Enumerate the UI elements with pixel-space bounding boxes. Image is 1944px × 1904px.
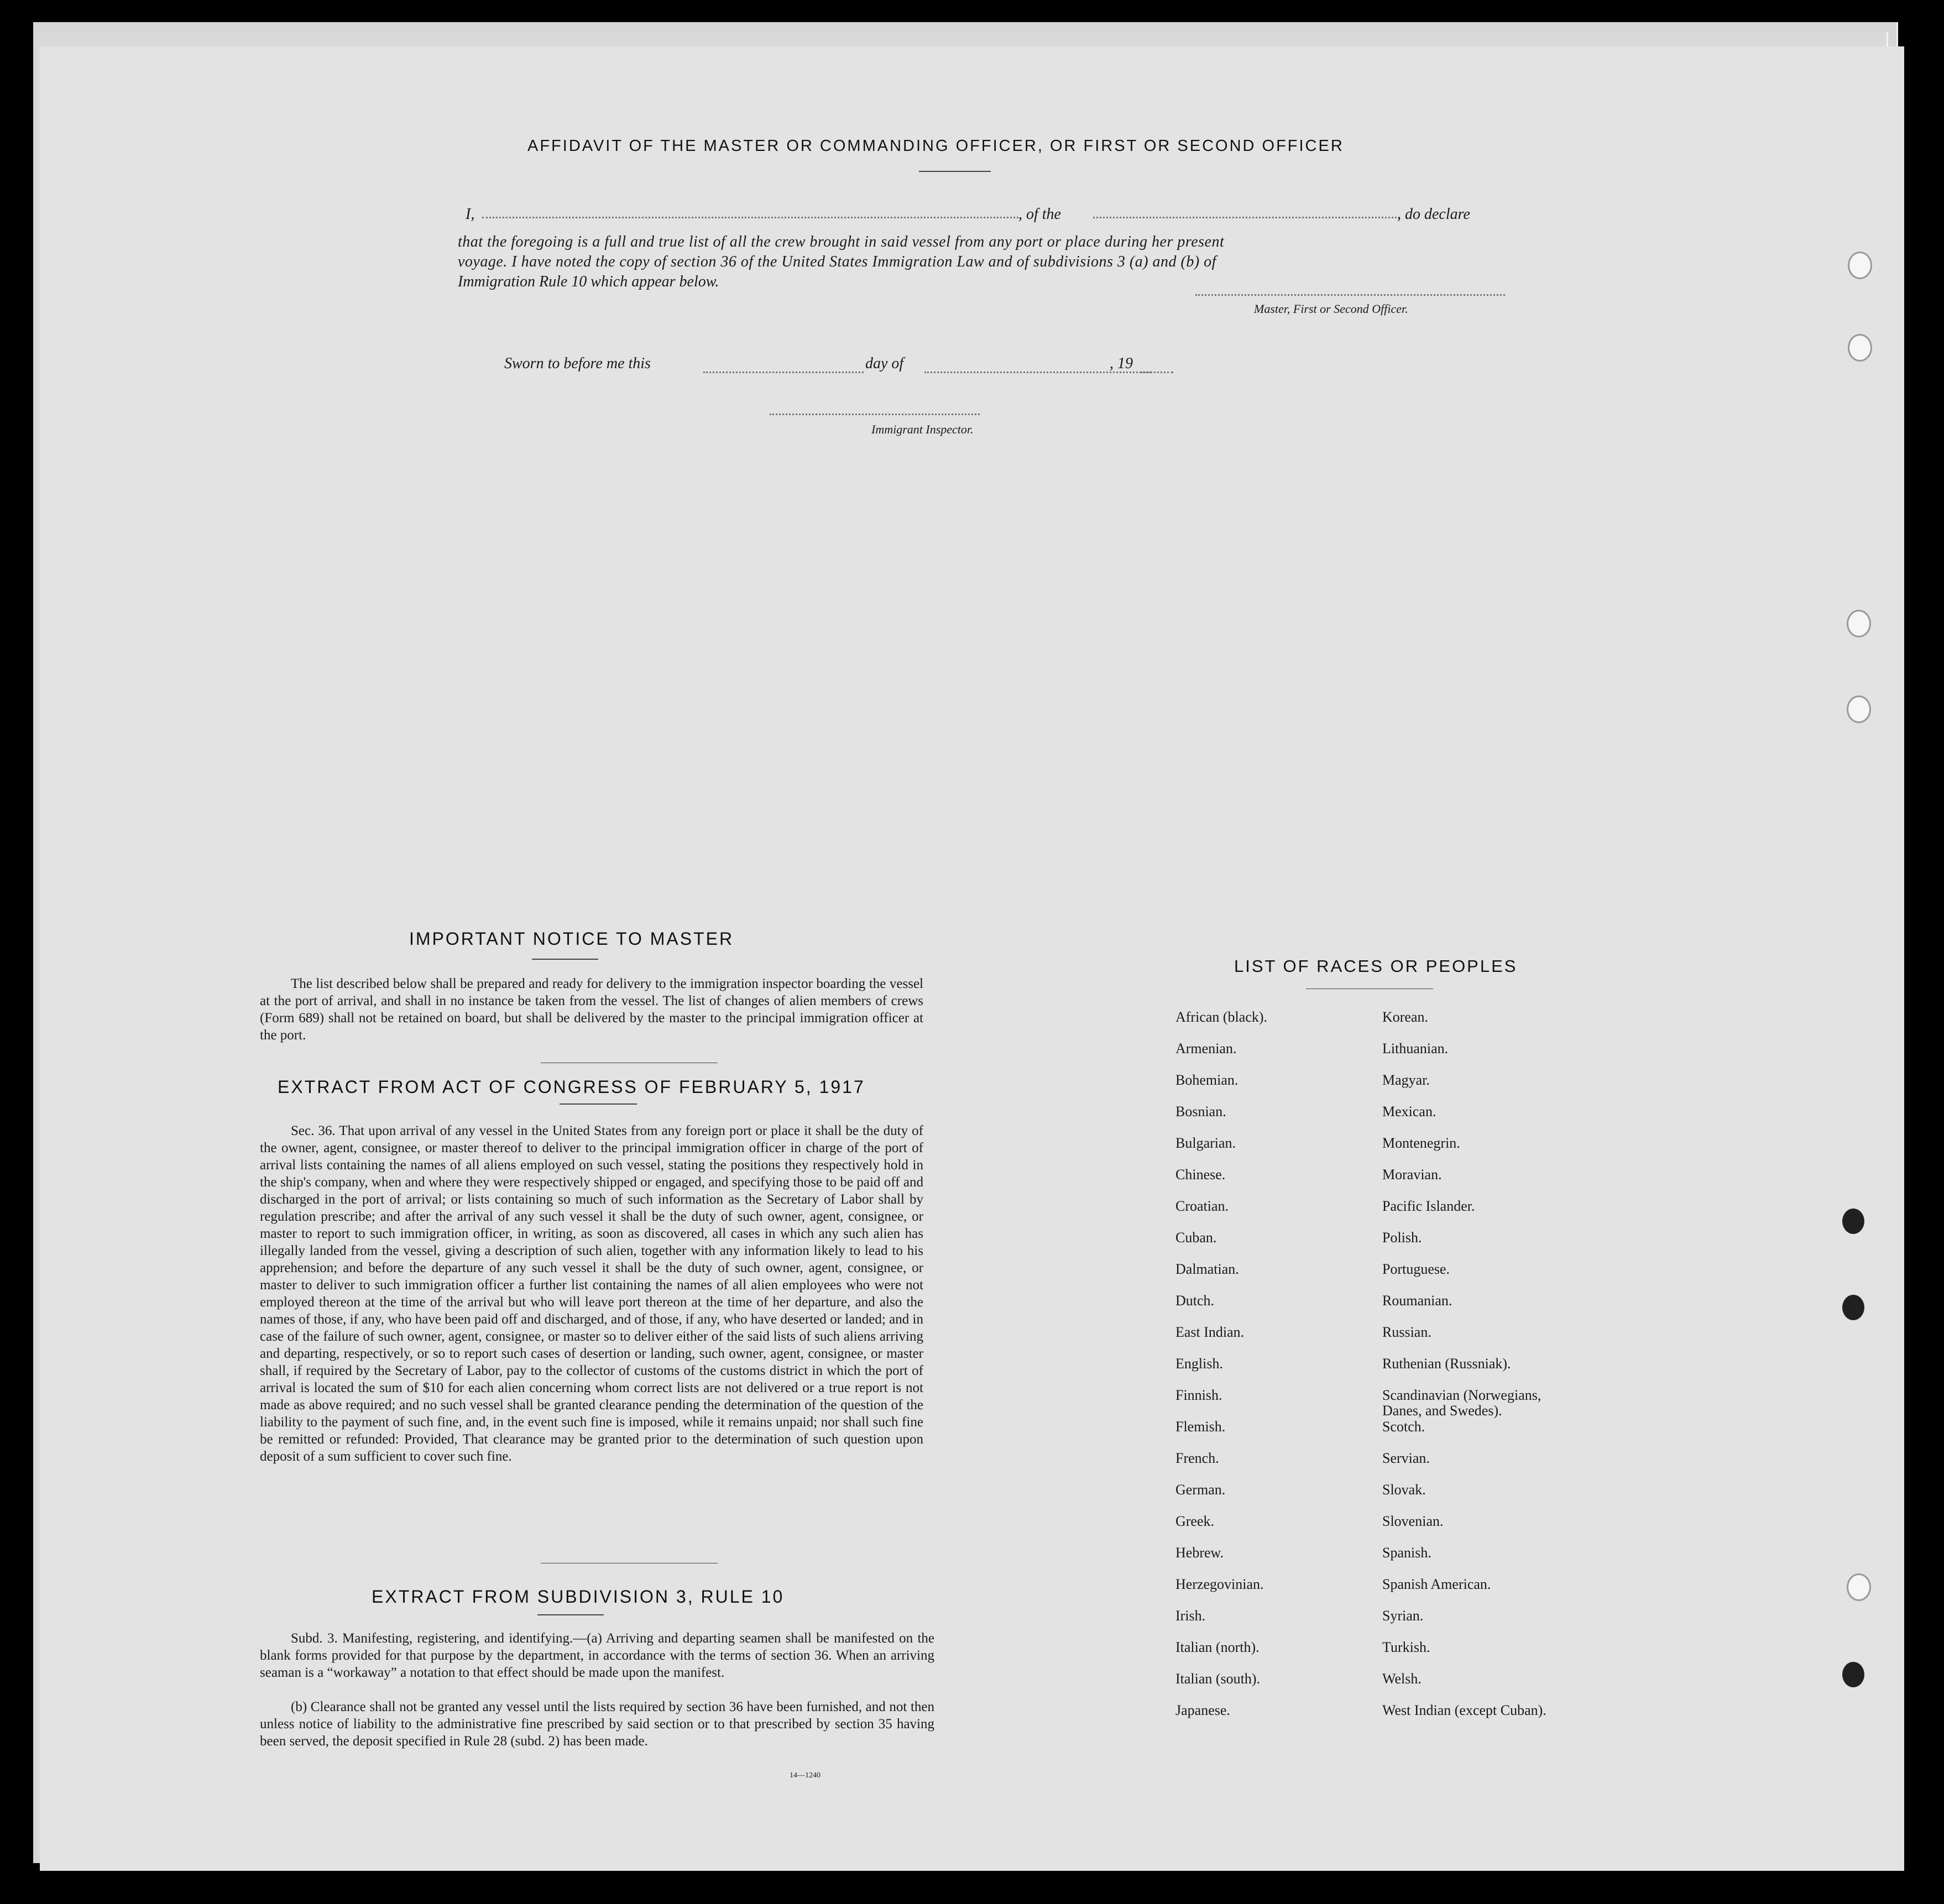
- race-item: Herzegovinian.: [1175, 1576, 1264, 1592]
- races-underline: [1306, 988, 1433, 989]
- race-item: Slovenian.: [1382, 1513, 1444, 1529]
- binder-hole: [1847, 610, 1871, 637]
- notice-underline: [532, 959, 598, 960]
- race-item: Spanish.: [1382, 1545, 1431, 1561]
- race-item: Japanese.: [1175, 1702, 1230, 1718]
- race-item: Flemish.: [1175, 1419, 1226, 1435]
- affidavit-i: I,: [466, 206, 475, 223]
- race-item: Armenian.: [1175, 1040, 1237, 1056]
- day-of-text: day of: [865, 355, 904, 372]
- race-item: Finnish.: [1175, 1387, 1222, 1403]
- rule-title: EXTRACT FROM SUBDIVISION 3, RULE 10: [372, 1587, 785, 1607]
- race-item: Italian (south).: [1175, 1671, 1261, 1687]
- race-item: Pacific Islander.: [1382, 1198, 1475, 1214]
- year-blank[interactable]: [1140, 372, 1173, 373]
- binder-hole: [1848, 334, 1872, 362]
- race-item: Italian (north).: [1175, 1639, 1260, 1655]
- race-item: Bohemian.: [1175, 1072, 1238, 1088]
- affidavit-title: AFFIDAVIT OF THE MASTER OR COMMANDING OFFICER, OR FIRST OR SECOND OFFICER: [527, 137, 1344, 155]
- affidavit-line-4: Immigration Rule 10 which appear below.: [458, 273, 719, 290]
- race-item: Montenegrin.: [1382, 1135, 1460, 1151]
- races-title: LIST OF RACES OR PEOPLES: [1234, 956, 1518, 976]
- race-item: Polish.: [1382, 1230, 1422, 1246]
- act-underline: [560, 1103, 637, 1105]
- race-item: Bulgarian.: [1175, 1135, 1236, 1151]
- day-blank[interactable]: [703, 372, 864, 373]
- form-number: 14—1240: [790, 1771, 821, 1780]
- name-blank[interactable]: [482, 217, 1018, 218]
- race-item: Ruthenian (Russniak).: [1382, 1356, 1511, 1372]
- affidavit-line-2: that the foregoing is a full and true list of all the crew brought in said vessel from any port or place during her present: [458, 233, 1225, 250]
- race-item: East Indian.: [1175, 1324, 1245, 1340]
- race-item: Turkish.: [1382, 1639, 1430, 1655]
- race-item: Welsh.: [1382, 1671, 1422, 1687]
- act-title: EXTRACT FROM ACT OF CONGRESS OF FEBRUARY 5, 1917: [278, 1077, 865, 1097]
- race-item: Mexican.: [1382, 1103, 1436, 1120]
- race-item: African (black).: [1175, 1009, 1268, 1025]
- race-item: Portuguese.: [1382, 1261, 1450, 1277]
- form-page: [40, 46, 1904, 1871]
- race-item: Irish.: [1175, 1608, 1206, 1624]
- race-item: Chinese.: [1175, 1167, 1226, 1183]
- notice-title: IMPORTANT NOTICE TO MASTER: [409, 929, 734, 949]
- race-item: Magyar.: [1382, 1072, 1430, 1088]
- race-item: Roumanian.: [1382, 1293, 1452, 1309]
- race-item: Cuban.: [1175, 1230, 1217, 1246]
- race-item: Dalmatian.: [1175, 1261, 1239, 1277]
- race-item: Hebrew.: [1175, 1545, 1224, 1561]
- vessel-blank[interactable]: [1093, 217, 1400, 218]
- rule-subd-b: (b) Clearance shall not be granted any vessel until the lists required by section 36 have been furnished, and not then unless notice of liability to the administrative fine prescribed by said section or to that prescribed by section 35 having been served, the deposit specified in Rule 28 (subd. 2) has been made.: [260, 1699, 934, 1749]
- year-text: , 19: [1110, 355, 1133, 372]
- race-item: Russian.: [1382, 1324, 1431, 1340]
- affidavit-of-the: , of the: [1018, 206, 1061, 223]
- binder-hole: [1847, 695, 1871, 723]
- sworn-text: Sworn to before me this: [504, 355, 651, 372]
- race-item: Scotch.: [1382, 1419, 1425, 1435]
- race-item: Dutch.: [1175, 1293, 1215, 1309]
- race-item: Bosnian.: [1175, 1103, 1226, 1120]
- race-item: West Indian (except Cuban).: [1382, 1702, 1546, 1718]
- race-item: German.: [1175, 1482, 1226, 1498]
- affidavit-declare: , do declare: [1397, 206, 1470, 223]
- binder-hole: [1848, 252, 1872, 279]
- race-item: Lithuanian.: [1382, 1040, 1449, 1056]
- race-item: Greek.: [1175, 1513, 1215, 1529]
- race-item: Croatian.: [1175, 1198, 1229, 1214]
- race-item: Servian.: [1382, 1450, 1430, 1466]
- binder-hole: [1847, 1573, 1871, 1601]
- binder-hole: [1842, 1209, 1864, 1234]
- race-item: English.: [1175, 1356, 1223, 1372]
- binder-hole: [1842, 1295, 1864, 1320]
- inspector-caption: Immigrant Inspector.: [871, 422, 974, 436]
- title-underline: [919, 171, 991, 172]
- race-item: Syrian.: [1382, 1608, 1424, 1624]
- race-item: Moravian.: [1382, 1167, 1442, 1183]
- race-item: Spanish American.: [1382, 1576, 1491, 1592]
- notice-text: The list described below shall be prepared and ready for delivery to the immigration inspector boarding the vessel at the port of arrival, and shall in no instance be taken from the vessel. The list of changes of alien members of crews (Form 689) shall not be retained on board, but shall be delivered by the master to the principal immigration officer at the port.: [260, 976, 923, 1043]
- act-text: Sec. 36. That upon arrival of any vessel in the United States from any foreign port or place it shall be the duty of the owner, agent, consignee, or master thereof to deliver to the principal immigration officer in charge of the port of arrival lists containing the names of all aliens employed on such vessel, stating the positions they respectively hold in the ship's company, when and where they were respectively shipped or engaged, and specifying those to be paid off and discharged in the port of arrival; or lists containing so much of such information as the Secretary of Labor shall by regulation prescribe; and after the arrival of any such vessel it shall be the duty of such owner, agent, consignee, or master to report to such immigration officer, in writing, as soon as discovered, all cases in which any such alien has illegally landed from the vessel, giving a description of such alien, together with any information likely to lead to his apprehension; and before the departure of any such vessel it shall be the duty of such owner, agent, consignee, or master to deliver to such immigration officer a further list containing the names of all alien employees who were not employed thereon at the time of the arrival but who will leave port thereon at the time of her departure, and also the names of those, if any, who have been paid off and discharged, and of those, if any, who have deserted or landed; and in case of the failure of such owner, agent, consignee, or master so to deliver either of the said lists of such aliens arriving and departing, respectively, or so to report such cases of desertion or landing, such owner, agent, consignee, or master shall, if required by the Secretary of Labor, pay to the collector of customs of the customs district in which the port of arrival is located the sum of $10 for each alien concerning whom correct lists are not delivered or a true report is not made as above required; and no such vessel shall be granted clearance pending the determination of the question of the liability to the payment of such fine, and, in the event such fine is imposed, while it remains unpaid; nor shall such fine be remitted or refunded: Provided, That clearance may be granted prior to the determination of such question upon deposit of a sum sufficient to cover such fine.: [260, 1123, 923, 1464]
- race-item: French.: [1175, 1450, 1219, 1466]
- race-item: Korean.: [1382, 1009, 1429, 1025]
- rule-subd-a: Subd. 3. Manifesting, registering, and identifying.—(a) Arriving and departing seamen shall be manifested on the blank forms provided for that purpose by the department, in accordance with the terms of section 36. When an arriving seaman is a “workaway” a notation to that effect should be made upon the manifest.: [260, 1631, 934, 1680]
- master-signature-blank[interactable]: [1195, 294, 1505, 296]
- master-signature-caption: Master, First or Second Officer.: [1254, 302, 1408, 316]
- race-item: Scandinavian (Norwegians, Danes, and Swedes).: [1382, 1387, 1541, 1419]
- rule-underline: [537, 1614, 604, 1615]
- inspector-signature-blank[interactable]: [770, 414, 980, 415]
- race-item: Slovak.: [1382, 1482, 1426, 1498]
- affidavit-line-3: voyage. I have noted the copy of section 36 of the United States Immigration Law and of subdivisions 3 (a) and (b) of: [458, 253, 1216, 270]
- binder-hole: [1842, 1662, 1864, 1687]
